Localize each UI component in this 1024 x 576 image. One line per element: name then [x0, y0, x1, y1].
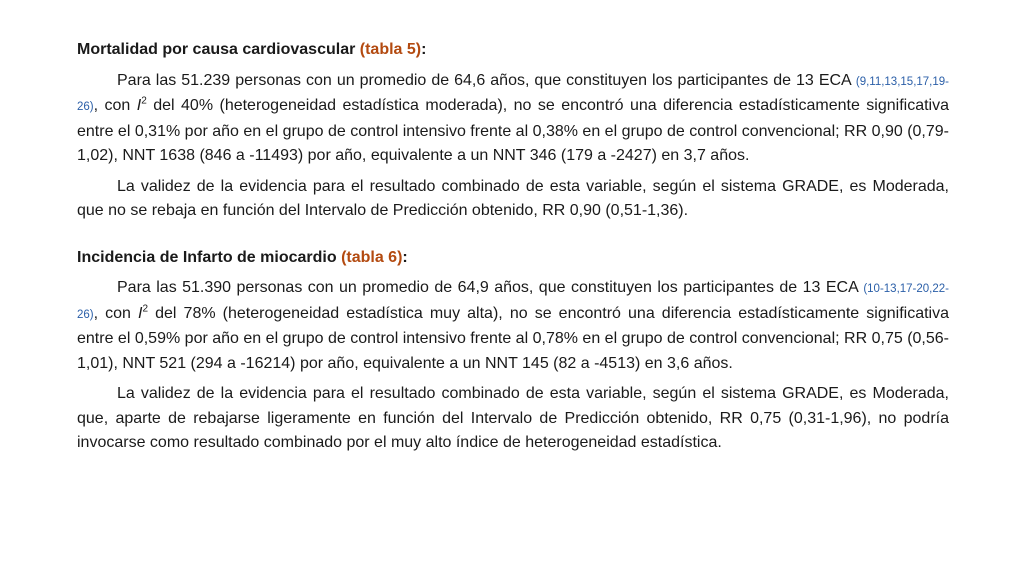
citation-reference: (9,11,13,15,17,19-26): [77, 75, 949, 113]
paragraph-text: Para las 51.239 personas con un promedio de 64,6 años, que constituyen los participantes de 13 ECA: [117, 71, 856, 89]
heading-text: Mortalidad por causa cardiovascular: [77, 41, 360, 58]
superscript: 2: [141, 95, 147, 107]
slide-content: [77, 38, 949, 462]
citation-reference: (10-13,17-20,22-26): [77, 283, 949, 321]
paragraph-cardiovascular-results: [77, 69, 949, 169]
paragraph-text: del 40% (heterogeneidad estadística moderada), no se encontró una diferencia estadísticamente significativa entre el 0,31% por año en el grupo de control intensivo frente al 0,38% en el grupo de control convencional; RR 0,90 (0,79-1,02), NNT 1638 (846 a -11493) por año, equivalente a un NNT 346 (179 a -2427) en 3,7 años.: [77, 97, 950, 164]
table-reference: (tabla 5): [359, 41, 422, 58]
section-spacer: [77, 230, 949, 246]
heterogeneity-symbol: I: [136, 97, 142, 114]
heading-colon: :: [402, 248, 408, 266]
paragraph-infarction-results: [77, 276, 949, 376]
paragraph-text: del 78% (heterogeneidad estadística muy alta), no se encontró una diferencia estadísticamente significativa entre el 0,59% por año en el grupo de control intensivo frente al 0,78% en el grupo de control convencional; RR 0,75 (0,56-1,01), NNT 521 (294 a -16214) por año, equivalente a un NNT 145 (82 a -4513) en 3,6 años.: [77, 304, 949, 372]
paragraph-infarction-grade: La validez de la evidencia para el resultado combinado de esta variable, según el sistema GRADE, es Moderada, que, aparte de rebajarse ligeramente en función del Intervalo de Predicción obtenido, RR 0,75 (0,31-1,96), no podría invocarse como resultado combinado por el muy alto índice de heterogeneidad estadística.: [77, 385, 949, 451]
section-heading-cardiovascular-mortality: [77, 38, 949, 63]
heterogeneity-symbol: I: [138, 304, 143, 322]
superscript: 2: [142, 303, 149, 315]
heading-colon: :: [421, 41, 427, 58]
paragraph-text: , con: [93, 304, 139, 322]
paragraph-text: , con: [93, 97, 137, 114]
table-reference: (tabla 6): [341, 248, 403, 266]
paragraph-cardiovascular-grade: La validez de la evidencia para el resultado combinado de esta variable, según el sistema GRADE, es Moderada, que no se rebaja en función del Intervalo de Predicción obtenido, RR 0,90 (0,51-1,36).: [77, 177, 949, 219]
paragraph-text: Para las 51.390 personas con un promedio de 64,9 años, que constituyen los participantes de 13 ECA: [117, 279, 864, 296]
section-heading-myocardial-infarction: [77, 246, 949, 271]
heading-text: Incidencia de Infarto de miocardio: [77, 248, 342, 266]
